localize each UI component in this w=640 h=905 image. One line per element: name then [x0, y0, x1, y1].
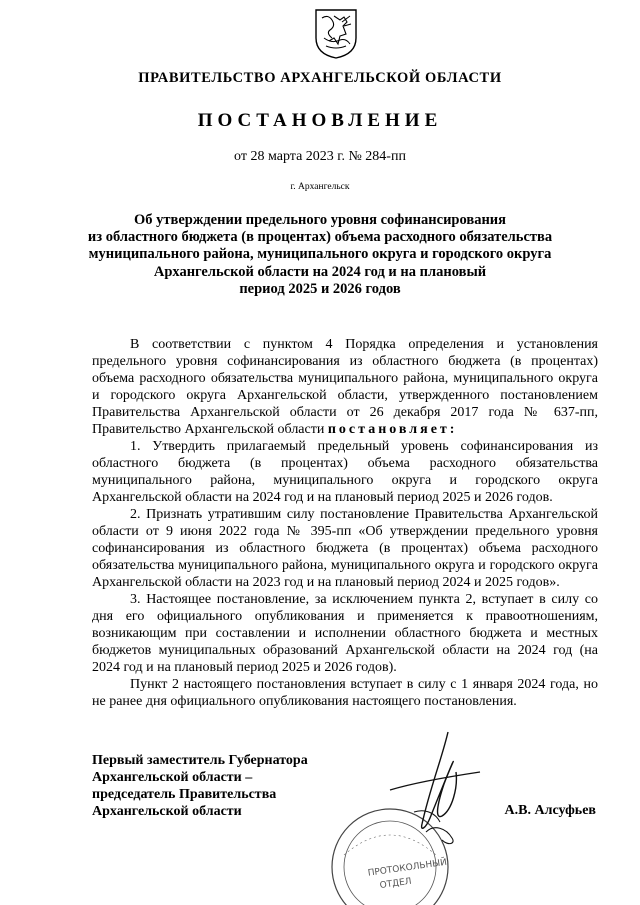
signer-line: председатель Правительства: [92, 787, 277, 802]
paragraph-4: Пункт 2 настоящего постановления вступает в силу с 1 января 2024 года, но не ранее дня официального опубликования настоящего постановления.: [92, 677, 598, 709]
paragraph-2: 2. Признать утратившим силу постановление Правительства Архангельской области от 9 июня 2022 года № 395-пп «Об утверждении предельного уровня софинансирования из областного бюджета (в процентах) объема расходного обязательства муниципального района, муниципального округа и городского округа Архангельской области на 2023 год и на плановый период 2024 и 2025 годов».: [92, 507, 598, 590]
resolution-keyword: постановляет:: [327, 422, 458, 437]
intro-text: В соответствии с пунктом 4 Порядка определения и установления предельного уровня софинансирования из областного бюджета (в процентах) объема расходного обязательства муниципального района, муниципального округа и городского округа Архангельской области, утвержденного постановлением Правительства Архангельской области от 26 декабря 2017 года № 637-пп, Правительство Архангельской области: [92, 337, 598, 437]
organization-name: ПРАВИТЕЛЬСТВО АРХАНГЕЛЬСКОЙ ОБЛАСТИ: [138, 70, 502, 86]
svg-text:ОТДЕЛ: ОТДЕЛ: [379, 876, 413, 892]
signer-line: Архангельской области –: [92, 770, 253, 785]
signer-position: [92, 752, 308, 820]
signer-line: Первый заместитель Губернатора: [92, 753, 308, 768]
coat-of-arms-icon: [314, 8, 358, 60]
document-city: г. Архангельск: [290, 182, 350, 192]
paragraph-3: 3. Настоящее постановление, за исключением пункта 2, вступает в силу со дня его официального опубликования и применяется к правоотношениям, возникающим при составлении и исполнении областного бюджета и местных бюджетов муниципальных образований Архангельской области на 2024 год (на 2024 год и на плановый период 2025 и 2026 годов).: [92, 592, 598, 675]
document-body: [92, 336, 598, 710]
title-line: Об утверждении предельного уровня софинансирования: [133, 212, 507, 228]
intro-paragraph: [92, 336, 598, 438]
handwritten-signature-icon: [330, 728, 530, 848]
document-type: ПОСТАНОВЛЕНИЕ: [197, 110, 443, 131]
signer-name: А.В. Алсуфьев: [504, 803, 596, 818]
svg-text:ПРОТОКОЛЬНЫЙ: ПРОТОКОЛЬНЫЙ: [367, 857, 448, 879]
title-line: муниципального района, муниципального округа и городского округа: [88, 246, 552, 263]
paragraph-1: 1. Утвердить прилагаемый предельный уровень софинансирования из областного бюджета (в процентах) объема расходного обязательства муниципального района, муниципального округа и городского округа Архангельской области на 2024 год и на плановый период 2025 и 2026 годов.: [92, 439, 598, 505]
title-line: Архангельской области на 2024 год и на плановый: [153, 263, 487, 280]
title-line: из областного бюджета (в процентах) объема расходного обязательства: [87, 229, 553, 246]
document-date-number: от 28 марта 2023 г. № 284-пп: [234, 149, 406, 164]
signer-line: Архангельской области: [92, 804, 242, 819]
title-line: период 2025 и 2026 годов: [239, 280, 401, 297]
document-title: [80, 212, 560, 298]
